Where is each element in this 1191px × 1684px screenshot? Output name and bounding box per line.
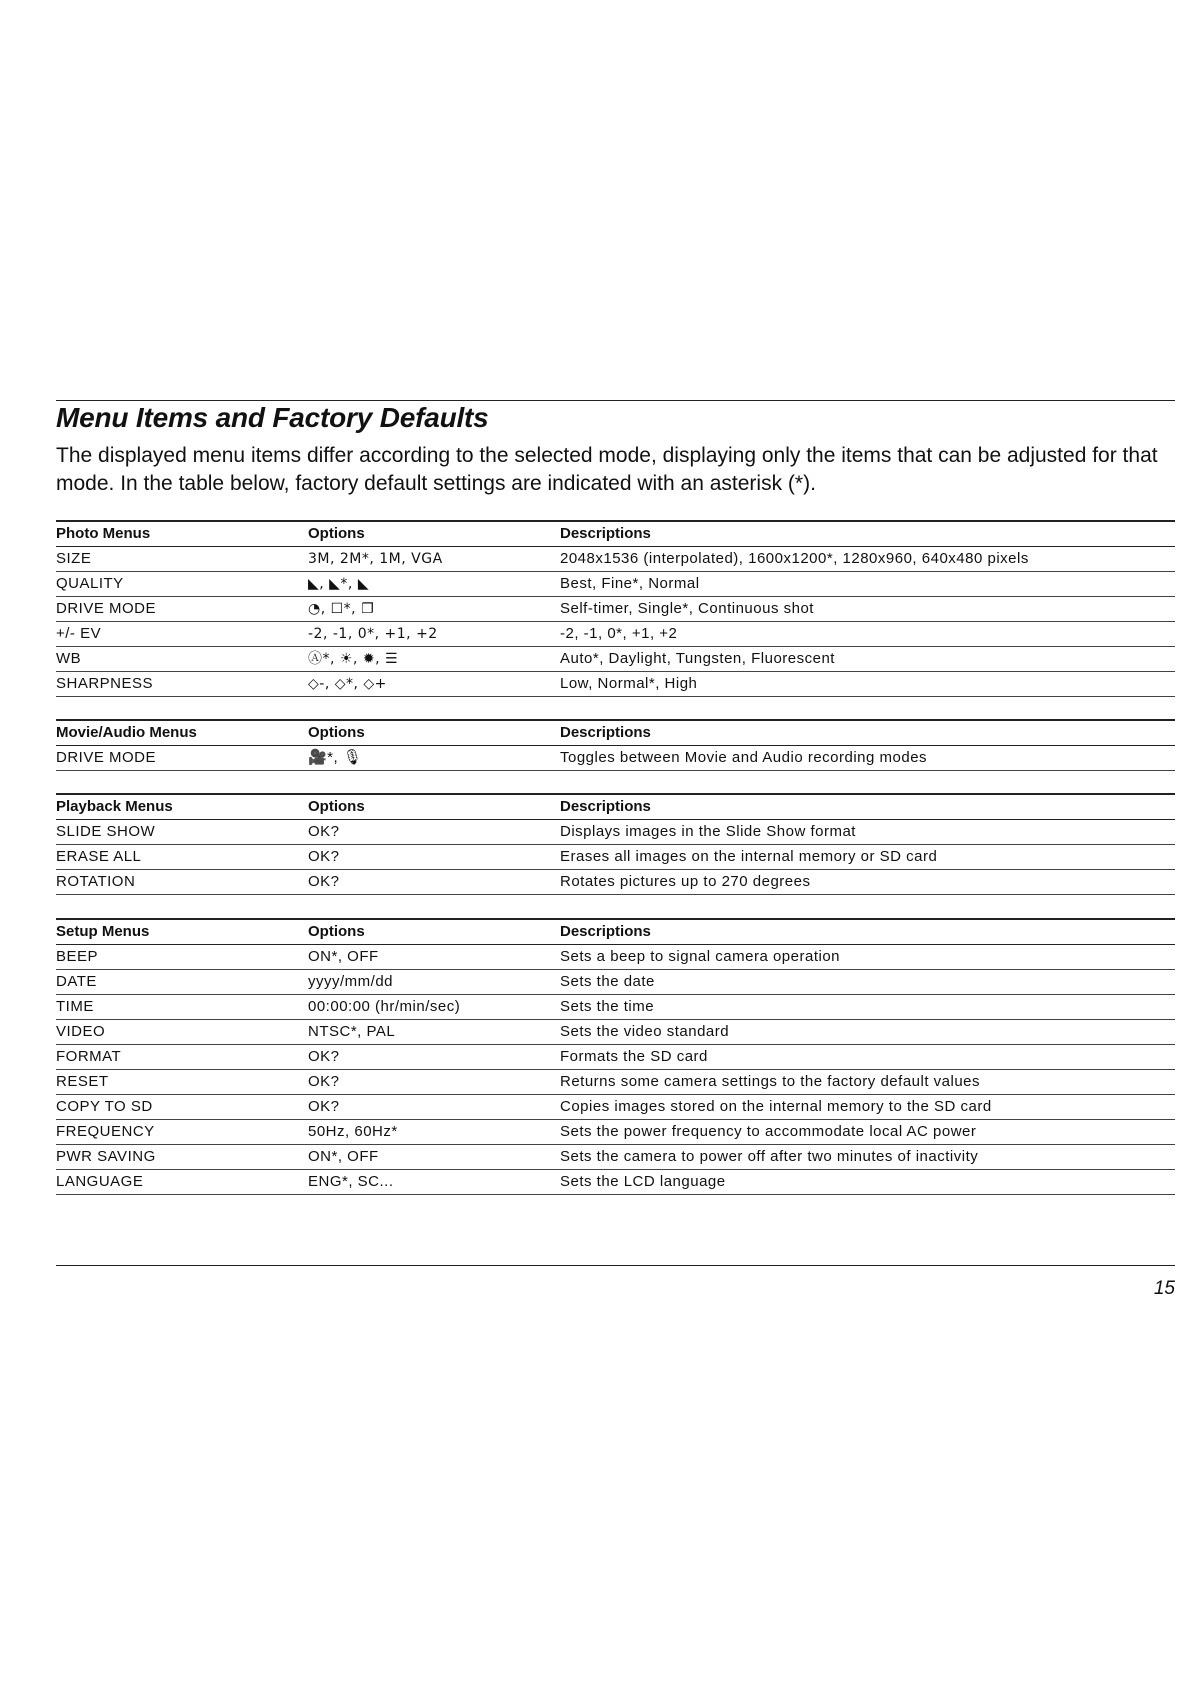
table-row (56, 820, 1175, 845)
table-header-row (56, 720, 1175, 746)
options-column-header: Options (308, 919, 560, 945)
menu-item-description: Sets the LCD language (560, 1170, 1175, 1195)
menu-item-name: DATE (56, 970, 308, 995)
menu-item-name: SIZE (56, 547, 308, 572)
table-row (56, 672, 1175, 697)
descriptions-column-header: Descriptions (560, 794, 1175, 820)
menu-item-options: ON*, OFF (308, 945, 560, 970)
menu-item-description: Copies images stored on the internal memory to the SD card (560, 1095, 1175, 1120)
menu-item-description: Sets the time (560, 995, 1175, 1020)
movie-audio-menus-table (56, 719, 1175, 771)
menu-item-options: ◔, ☐*, ❐ (308, 597, 560, 622)
menu-item-description: Sets the camera to power off after two minutes of inactivity (560, 1145, 1175, 1170)
menu-item-description: Displays images in the Slide Show format (560, 820, 1175, 845)
playback-menus-table (56, 793, 1175, 895)
menu-item-description: Formats the SD card (560, 1045, 1175, 1070)
table-row (56, 1120, 1175, 1145)
table-row (56, 1095, 1175, 1120)
table-row (56, 1020, 1175, 1045)
table-row (56, 647, 1175, 672)
table-row (56, 622, 1175, 647)
menu-item-description: -2, -1, 0*, +1, +2 (560, 622, 1175, 647)
menu-item-name: TIME (56, 995, 308, 1020)
table-row (56, 945, 1175, 970)
table-row (56, 1070, 1175, 1095)
menu-item-options: ENG*, SC... (308, 1170, 560, 1195)
menu-item-name: VIDEO (56, 1020, 308, 1045)
menu-item-description: Low, Normal*, High (560, 672, 1175, 697)
menu-item-name: LANGUAGE (56, 1170, 308, 1195)
descriptions-column-header: Descriptions (560, 919, 1175, 945)
table-row (56, 597, 1175, 622)
table-row (56, 1145, 1175, 1170)
menu-item-options: OK? (308, 820, 560, 845)
menu-item-description: Auto*, Daylight, Tungsten, Fluorescent (560, 647, 1175, 672)
menu-item-description: Erases all images on the internal memory or SD card (560, 845, 1175, 870)
menu-item-options: 00:00:00 (hr/min/sec) (308, 995, 560, 1020)
menu-item-name: FREQUENCY (56, 1120, 308, 1145)
menu-item-name: QUALITY (56, 572, 308, 597)
table-row (56, 870, 1175, 895)
bottom-rule (56, 1265, 1175, 1266)
table-row (56, 995, 1175, 1020)
menu-item-name: WB (56, 647, 308, 672)
page-title: Menu Items and Factory Defaults (56, 402, 489, 433)
table-row (56, 1045, 1175, 1070)
menu-item-options: 3M, 2M*, 1M, VGA (308, 547, 560, 572)
menu-item-options: OK? (308, 1070, 560, 1095)
setup-menus-table (56, 918, 1175, 1195)
intro-paragraph: The displayed menu items differ according to the selected mode, displaying only the items that can be adjusted for that mode. In the table below, factory default settings are indicated with an asterisk (*). (56, 444, 1158, 495)
table-row (56, 1170, 1175, 1195)
menu-column-header: Movie/Audio Menus (56, 720, 308, 746)
menu-item-description: Rotates pictures up to 270 degrees (560, 870, 1175, 895)
menu-item-options: 🎥*, 🎙 (308, 746, 560, 771)
menu-item-options: OK? (308, 870, 560, 895)
table-header-row (56, 919, 1175, 945)
menu-item-description: 2048x1536 (interpolated), 1600x1200*, 1280x960, 640x480 pixels (560, 547, 1175, 572)
menu-item-options: OK? (308, 845, 560, 870)
menu-item-options: NTSC*, PAL (308, 1020, 560, 1045)
descriptions-column-header: Descriptions (560, 521, 1175, 547)
table-row (56, 845, 1175, 870)
menu-item-options: -2, -1, 0*, +1, +2 (308, 622, 560, 647)
menu-item-description: Sets the date (560, 970, 1175, 995)
menu-item-description: Sets a beep to signal camera operation (560, 945, 1175, 970)
menu-item-name: ERASE ALL (56, 845, 308, 870)
table-header-row (56, 794, 1175, 820)
menu-item-name: BEEP (56, 945, 308, 970)
menu-item-options: ◣, ◣*, ◣ (308, 572, 560, 597)
menu-item-description: Self-timer, Single*, Continuous shot (560, 597, 1175, 622)
menu-item-options: yyyy/mm/dd (308, 970, 560, 995)
table-header-row (56, 521, 1175, 547)
options-column-header: Options (308, 720, 560, 746)
menu-item-options: OK? (308, 1095, 560, 1120)
menu-item-name: DRIVE MODE (56, 746, 308, 771)
table-row (56, 572, 1175, 597)
menu-item-description: Toggles between Movie and Audio recording modes (560, 746, 1175, 771)
menu-item-description: Best, Fine*, Normal (560, 572, 1175, 597)
page-number: 15 (1153, 1278, 1175, 1299)
menu-item-name: SHARPNESS (56, 672, 308, 697)
menu-item-options: 50Hz, 60Hz* (308, 1120, 560, 1145)
menu-item-name: DRIVE MODE (56, 597, 308, 622)
top-rule (56, 400, 1175, 401)
menu-item-name: COPY TO SD (56, 1095, 308, 1120)
menu-item-name: FORMAT (56, 1045, 308, 1070)
table-row (56, 746, 1175, 771)
menu-item-description: Returns some camera settings to the factory default values (560, 1070, 1175, 1095)
menu-column-header: Photo Menus (56, 521, 308, 547)
menu-item-name: +/- EV (56, 622, 308, 647)
menu-column-header: Playback Menus (56, 794, 308, 820)
table-row (56, 970, 1175, 995)
options-column-header: Options (308, 794, 560, 820)
menu-item-name: ROTATION (56, 870, 308, 895)
menu-item-options: Ⓐ*, ☀, ✹, ☰ (308, 647, 560, 672)
menu-column-header: Setup Menus (56, 919, 308, 945)
table-row (56, 547, 1175, 572)
photo-menus-table (56, 520, 1175, 697)
menu-item-name: RESET (56, 1070, 308, 1095)
menu-item-name: PWR SAVING (56, 1145, 308, 1170)
menu-item-options: ◇-, ◇*, ◇+ (308, 672, 560, 697)
menu-item-options: ON*, OFF (308, 1145, 560, 1170)
menu-item-description: Sets the power frequency to accommodate local AC power (560, 1120, 1175, 1145)
options-column-header: Options (308, 521, 560, 547)
menu-item-description: Sets the video standard (560, 1020, 1175, 1045)
menu-item-options: OK? (308, 1045, 560, 1070)
descriptions-column-header: Descriptions (560, 720, 1175, 746)
menu-item-name: SLIDE SHOW (56, 820, 308, 845)
